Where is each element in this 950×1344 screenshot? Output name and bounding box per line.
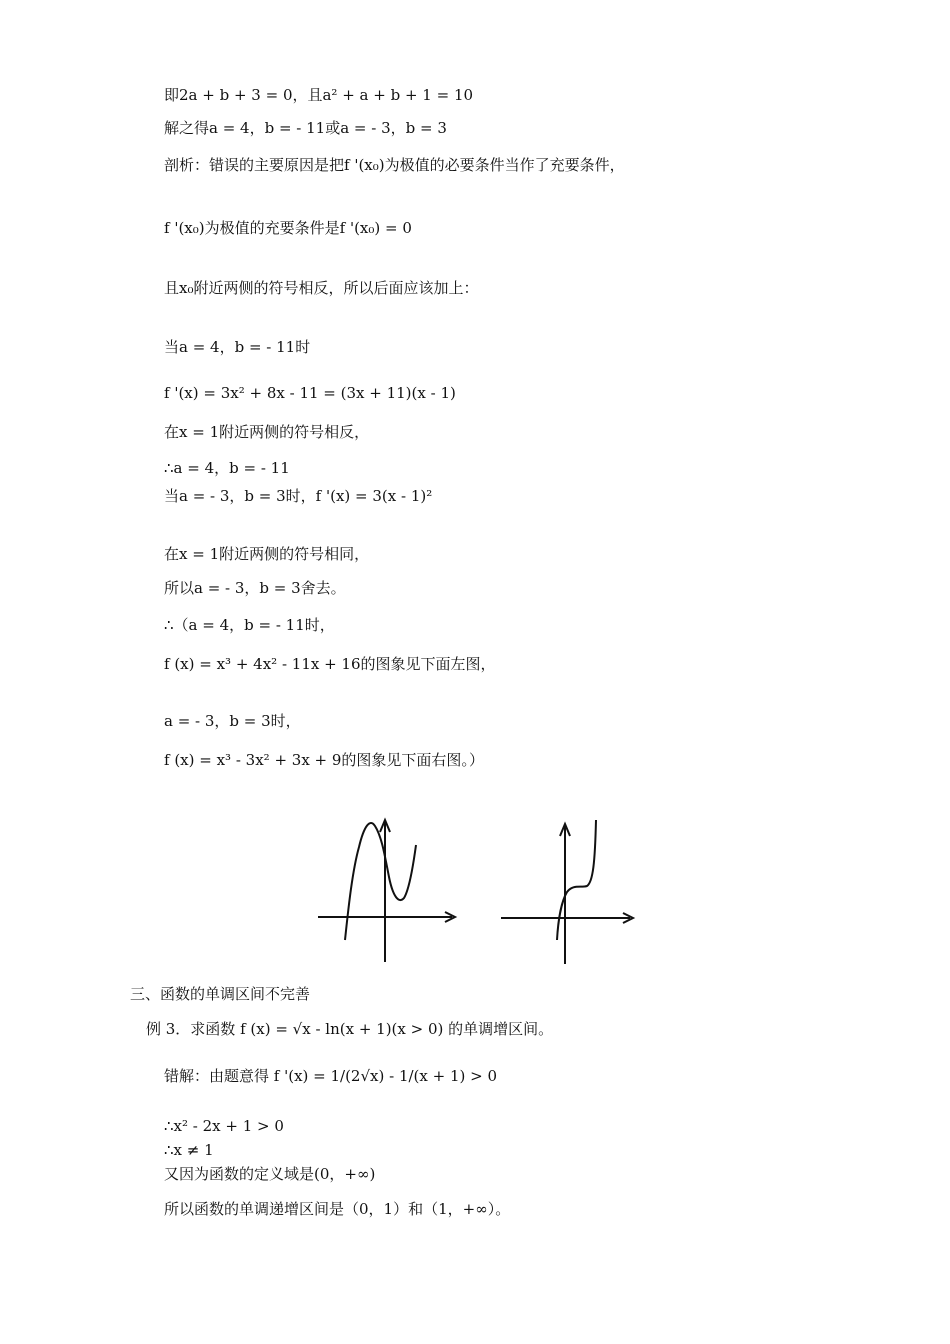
- text-line-20: ∴x² - 2x + 1 > 0: [164, 1117, 284, 1135]
- text-line-22: 又因为函数的定义域是(0，+∞): [164, 1165, 376, 1183]
- text-line-13: ∴（a = 4，b = - 11时，: [164, 616, 335, 634]
- right-cubic-graph: [495, 812, 645, 967]
- text-line-7: f '(x) = 3x² + 8x - 11 = (3x + 11)(x - 1): [164, 384, 456, 402]
- text-line-2: 解之得a = 4，b = - 11或a = - 3，b = 3: [164, 119, 447, 137]
- text-line-23: 所以函数的单调递增区间是（0，1）和（1，+∞）。: [164, 1200, 511, 1218]
- section-heading: 三、函数的单调区间不完善: [130, 985, 311, 1003]
- text-line-5: 且x₀附近两侧的符号相反，所以后面应该加上：: [164, 279, 479, 297]
- text-line-6: 当a = 4，b = - 11时: [164, 338, 311, 356]
- wrong-solution-line: 错解：由题意得 f '(x) = 1/(2√x) - 1/(x + 1) > 0: [164, 1067, 498, 1085]
- text-line-14: f (x) = x³ + 4x² - 11x + 16的图象见下面左图，: [164, 655, 496, 673]
- text-line-15: a = - 3，b = 3时，: [164, 712, 301, 730]
- left-curve: [345, 823, 416, 940]
- text-line-11: 在x = 1附近两侧的符号相同，: [164, 545, 370, 563]
- text-line-4: f '(x₀)为极值的充要条件是f '(x₀) = 0: [164, 219, 412, 237]
- text-line-12: 所以a = - 3，b = 3舍去。: [164, 579, 346, 597]
- example-3-statement: 例 3．求函数 f (x) = √x - ln(x + 1)(x > 0) 的单调增区间。: [146, 1020, 554, 1038]
- text-line-16: f (x) = x³ - 3x² + 3x + 9的图象见下面右图。）: [164, 751, 484, 769]
- left-cubic-graph: [312, 812, 462, 967]
- text-line-9: ∴a = 4，b = - 11: [164, 459, 290, 477]
- text-line-1: 即2a + b + 3 = 0，且a² + a + b + 1 = 10: [164, 86, 474, 104]
- text-line-8: 在x = 1附近两侧的符号相反，: [164, 423, 370, 441]
- text-line-21: ∴x ≠ 1: [164, 1141, 214, 1159]
- right-curve: [557, 820, 596, 940]
- text-line-3: 剖析：错误的主要原因是把f '(x₀)为极值的必要条件当作了充要条件，: [164, 156, 625, 174]
- text-line-10: 当a = - 3，b = 3时，f '(x) = 3(x - 1)²: [164, 487, 433, 505]
